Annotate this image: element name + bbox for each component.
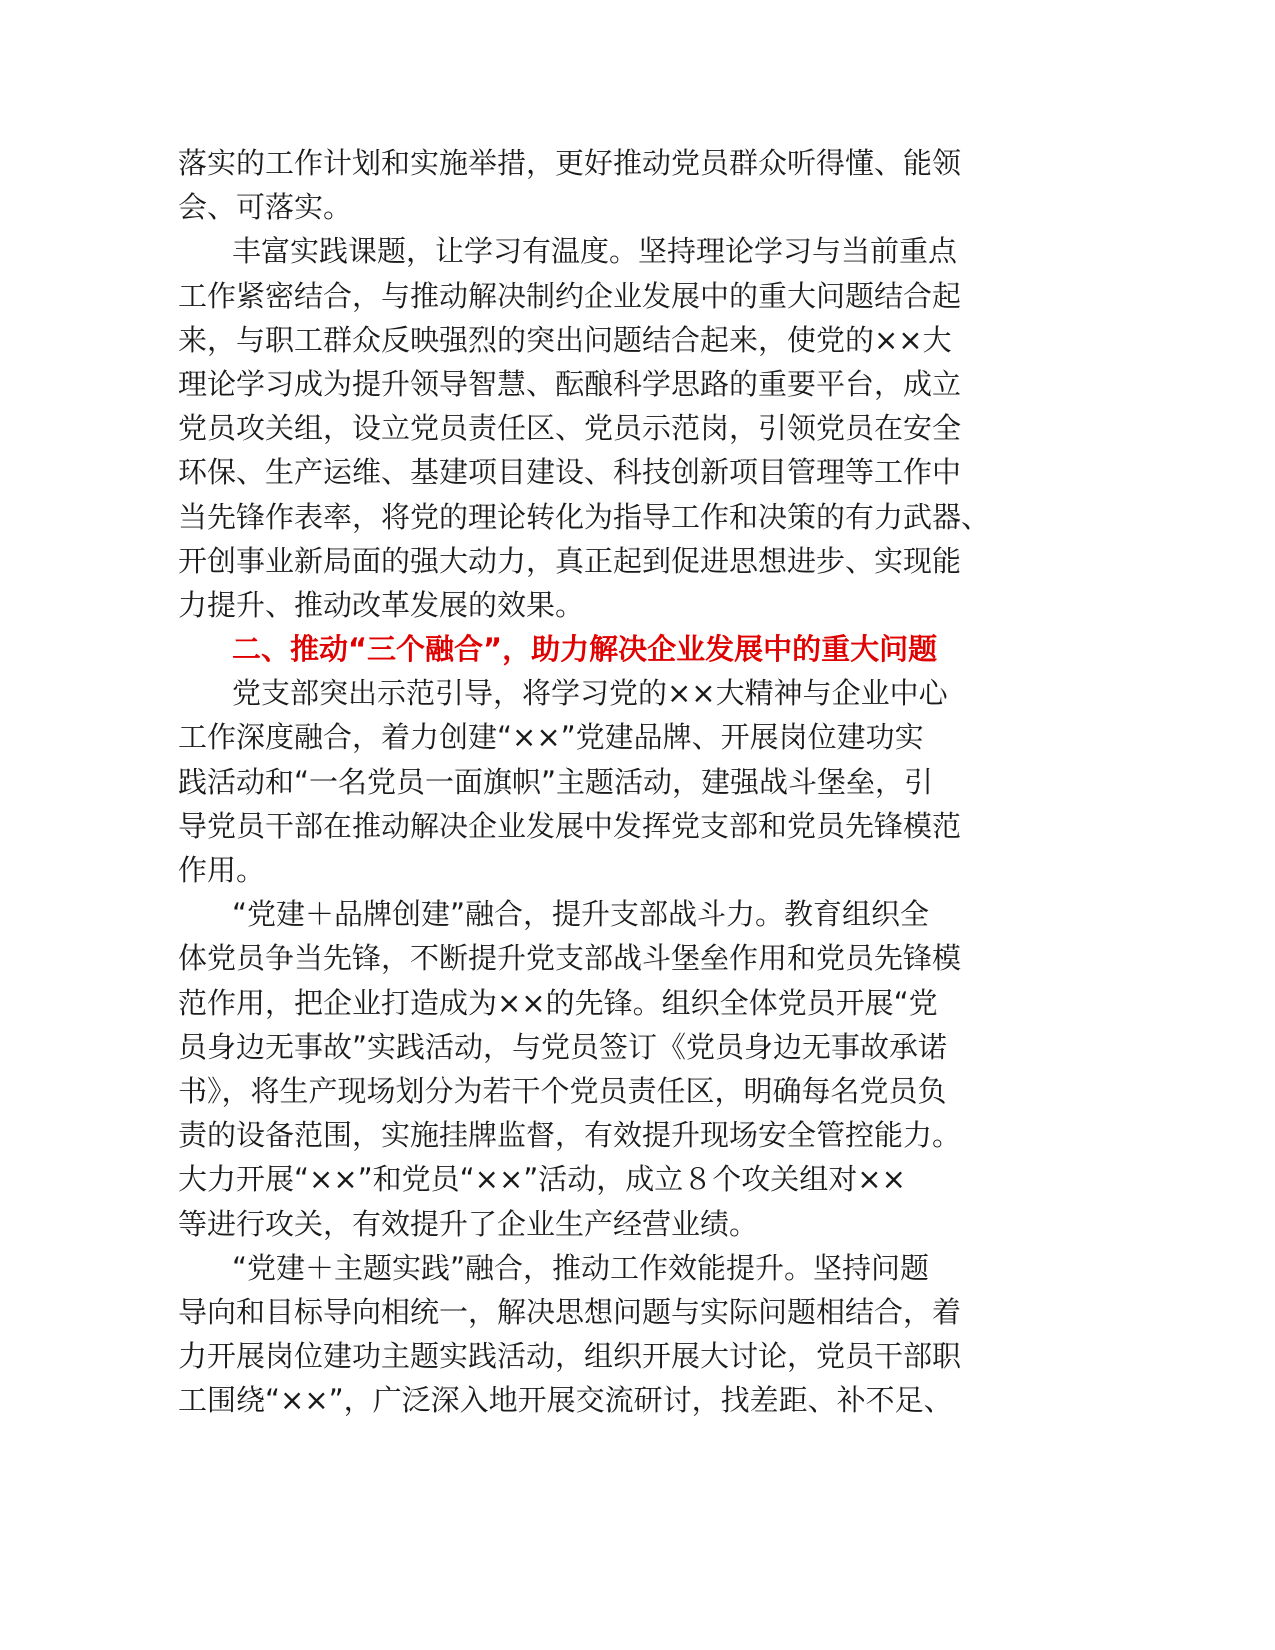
text-line: 工作深度融合，着力创建“××”党建品牌、开展岗位建功实 bbox=[178, 720, 924, 755]
heading-line: 二、推动“三个融合”，助力解决企业发展中的重大问题 bbox=[232, 632, 938, 667]
text-line: 践活动和“一名党员一面旗帜”主题活动，建强战斗堡垒，引 bbox=[178, 764, 934, 799]
text-line: 体党员争当先锋，不断提升党支部战斗堡垒作用和党员先锋模 bbox=[178, 941, 962, 976]
text-line: 导向和目标导向相统一，解决思想问题与实际问题相结合，着 bbox=[178, 1294, 962, 1329]
paragraph-practice-topics bbox=[178, 229, 1038, 627]
text-line: 范作用，把企业打造成为××的先锋。组织全体党员开展“党 bbox=[178, 985, 938, 1020]
text-line: 理论学习成为提升领导智慧、酝酿科学思路的重要平台，成立 bbox=[178, 366, 962, 401]
paragraph-continuation bbox=[178, 141, 1038, 229]
text-line: 工围绕“××”，广泛深入地开展交流研讨，找差距、补不足、 bbox=[178, 1383, 953, 1418]
text-line: 责的设备范围，实施挂牌监督，有效提升现场安全管控能力。 bbox=[178, 1118, 962, 1153]
text-line: 力提升、推动改革发展的效果。 bbox=[178, 587, 585, 622]
text-line: 大力开展“××”和党员“××”活动，成立８个攻关组对×× bbox=[178, 1162, 906, 1197]
section-heading bbox=[178, 627, 1038, 671]
text-line: 开创事业新局面的强大动力，真正起到促进思想进步、实现能 bbox=[178, 543, 962, 578]
text-line: 导党员干部在推动解决企业发展中发挥党支部和党员先锋模范 bbox=[178, 808, 962, 843]
paragraph-branch-guidance bbox=[178, 671, 1038, 892]
text-line: 环保、生产运维、基建项目建设、科技创新项目管理等工作中 bbox=[178, 455, 962, 490]
text-line: 党支部突出示范引导，将学习党的××大精神与企业中心 bbox=[232, 676, 948, 711]
text-line: 作用。 bbox=[178, 853, 266, 887]
text-line: 会、可落实。 bbox=[178, 190, 353, 225]
text-line: “党建＋品牌创建”融合，提升支部战斗力。教育组织全 bbox=[232, 897, 930, 932]
text-line: 书》，将生产现场划分为若干个党员责任区，明确每名党员负 bbox=[178, 1073, 947, 1108]
text-line: 员身边无事故”实践活动，与党员签订《党员身边无事故承诺 bbox=[178, 1029, 948, 1064]
paragraph-theme-practice bbox=[178, 1246, 1038, 1423]
text-line: 落实的工作计划和实施举措，更好推动党员群众听得懂、能领 bbox=[178, 146, 962, 180]
text-line: 党员攻关组，设立党员责任区、党员示范岗，引领党员在安全 bbox=[178, 411, 962, 446]
text-line: 工作紧密结合，与推动解决制约企业发展中的重大问题结合起 bbox=[178, 278, 962, 313]
document-page bbox=[178, 141, 1038, 1422]
text-line: 当先锋作表率，将党的理论转化为指导工作和决策的有力武器、 bbox=[178, 499, 991, 534]
paragraph-brand-building bbox=[178, 892, 1038, 1246]
text-line: 力开展岗位建功主题实践活动，组织开展大讨论，党员干部职 bbox=[178, 1339, 962, 1374]
text-line: 等进行攻关，有效提升了企业生产经营业绩。 bbox=[178, 1206, 759, 1241]
text-line: 来，与职工群众反映强烈的突出问题结合起来，使党的××大 bbox=[178, 322, 952, 357]
text-line: 丰富实践课题，让学习有温度。坚持理论学习与当前重点 bbox=[232, 234, 958, 269]
text-line: “党建＋主题实践”融合，推动工作效能提升。坚持问题 bbox=[232, 1250, 930, 1285]
